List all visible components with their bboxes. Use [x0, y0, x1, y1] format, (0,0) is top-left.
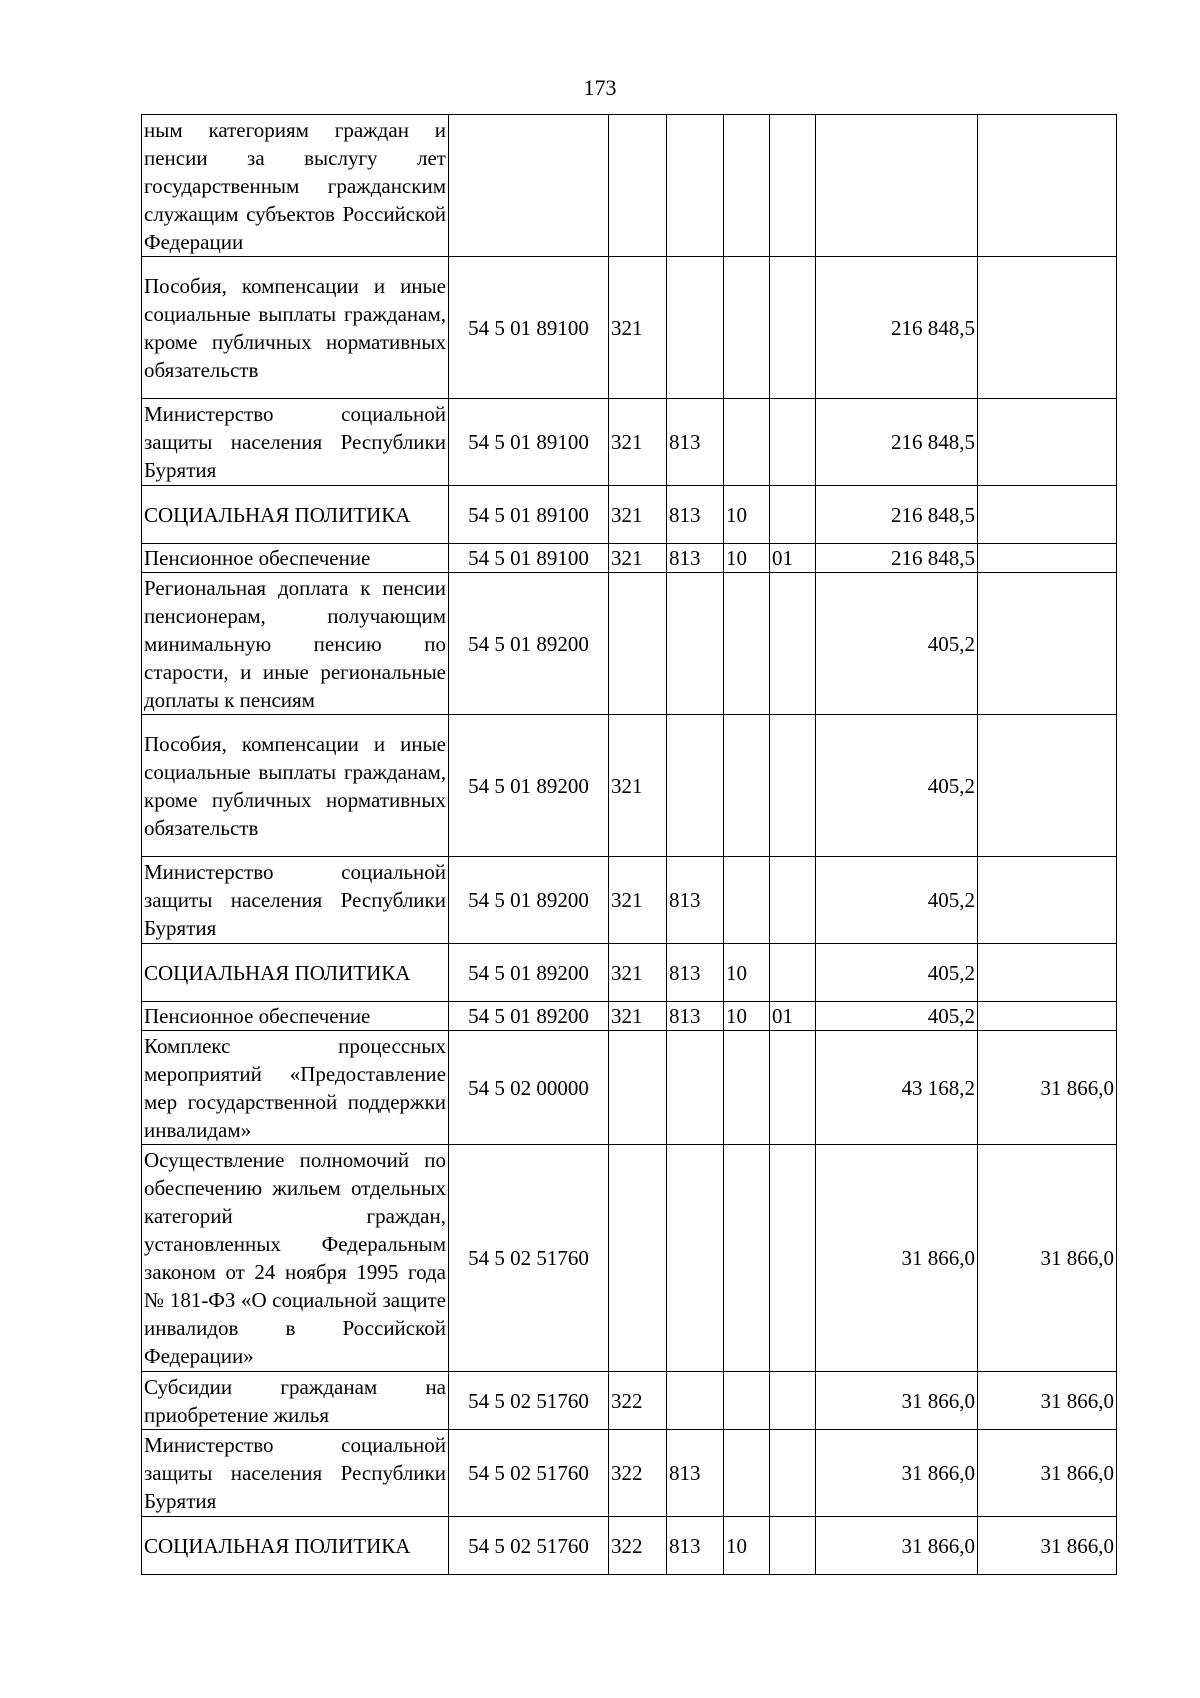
- ministry-code: 813: [667, 486, 724, 544]
- amount-cell: 405,2: [816, 573, 978, 715]
- section-code: [724, 573, 770, 715]
- section-code: [724, 857, 770, 944]
- expense-type-code: 322: [609, 1517, 667, 1575]
- subsection-code: [770, 857, 816, 944]
- ministry-code: [667, 573, 724, 715]
- expense-type-code: [609, 1031, 667, 1145]
- amount-cell: 405,2: [816, 715, 978, 857]
- amount-cell: 216 848,5: [816, 257, 978, 399]
- target-article-code: 54 5 01 89200: [449, 715, 609, 857]
- target-article-code: [449, 115, 609, 257]
- target-article-code: 54 5 02 51760: [449, 1372, 609, 1430]
- subsection-code: [770, 944, 816, 1002]
- section-code: [724, 1430, 770, 1517]
- amount-cell: 31 866,0: [816, 1372, 978, 1430]
- amount-cell: 216 848,5: [816, 399, 978, 486]
- table-row: [142, 715, 1117, 857]
- ministry-code: [667, 257, 724, 399]
- federal-amount-cell: [978, 1002, 1117, 1031]
- amount-cell: 216 848,5: [816, 544, 978, 573]
- section-code: [724, 1031, 770, 1145]
- expense-type-code: 321: [609, 486, 667, 544]
- budget-item-name: Пособия, компенсации и иные социальные выплаты гражданам, кроме публичных нормативных обязательств: [142, 257, 449, 399]
- budget-item-name: Региональная доплата к пенсии пенсионерам, получающим минимальную пенсию по старости, и иные региональные доплаты к пенсиям: [142, 573, 449, 715]
- expense-type-code: 321: [609, 544, 667, 573]
- ministry-code: 813: [667, 1002, 724, 1031]
- federal-amount-cell: 31 866,0: [978, 1372, 1117, 1430]
- target-article-code: 54 5 01 89200: [449, 1002, 609, 1031]
- target-article-code: 54 5 02 51760: [449, 1517, 609, 1575]
- table-row: [142, 486, 1117, 544]
- subsection-code: [770, 1145, 816, 1372]
- expense-type-code: 322: [609, 1372, 667, 1430]
- section-code: [724, 715, 770, 857]
- expense-type-code: 321: [609, 399, 667, 486]
- federal-amount-cell: [978, 257, 1117, 399]
- table-row: [142, 544, 1117, 573]
- expense-type-code: [609, 1145, 667, 1372]
- section-code: [724, 1372, 770, 1430]
- budget-item-name: СОЦИАЛЬНАЯ ПОЛИТИКА: [142, 944, 449, 1002]
- table-row: [142, 1517, 1117, 1575]
- budget-item-name: Министерство социальной защиты населения Республики Бурятия: [142, 1430, 449, 1517]
- section-code: [724, 257, 770, 399]
- budget-item-name: Субсидии гражданам на приобретение жилья: [142, 1372, 449, 1430]
- table-row: [142, 1430, 1117, 1517]
- ministry-code: 813: [667, 944, 724, 1002]
- subsection-code: [770, 486, 816, 544]
- amount-cell: 405,2: [816, 1002, 978, 1031]
- table-row: [142, 115, 1117, 257]
- expense-type-code: 322: [609, 1430, 667, 1517]
- expense-type-code: 321: [609, 1002, 667, 1031]
- target-article-code: 54 5 02 51760: [449, 1145, 609, 1372]
- ministry-code: 813: [667, 544, 724, 573]
- budget-item-name: Пенсионное обеспечение: [142, 1002, 449, 1031]
- expense-type-code: [609, 573, 667, 715]
- target-article-code: 54 5 01 89100: [449, 544, 609, 573]
- target-article-code: 54 5 01 89100: [449, 399, 609, 486]
- table-row: [142, 944, 1117, 1002]
- subsection-code: [770, 1372, 816, 1430]
- federal-amount-cell: [978, 573, 1117, 715]
- amount-cell: 31 866,0: [816, 1517, 978, 1575]
- ministry-code: [667, 115, 724, 257]
- section-code: 10: [724, 944, 770, 1002]
- federal-amount-cell: 31 866,0: [978, 1430, 1117, 1517]
- table-row: [142, 399, 1117, 486]
- amount-cell: 405,2: [816, 944, 978, 1002]
- ministry-code: [667, 1031, 724, 1145]
- federal-amount-cell: [978, 399, 1117, 486]
- expense-type-code: 321: [609, 857, 667, 944]
- budget-item-name: Комплекс процессных мероприятий «Предоставление мер государственной поддержки инвалидам»: [142, 1031, 449, 1145]
- page-number: 173: [583, 75, 617, 100]
- table-row: [142, 857, 1117, 944]
- ministry-code: [667, 715, 724, 857]
- subsection-code: [770, 115, 816, 257]
- amount-cell: 216 848,5: [816, 486, 978, 544]
- federal-amount-cell: [978, 115, 1117, 257]
- section-code: [724, 115, 770, 257]
- budget-item-name: СОЦИАЛЬНАЯ ПОЛИТИКА: [142, 1517, 449, 1575]
- section-code: 10: [724, 1002, 770, 1031]
- subsection-code: 01: [770, 544, 816, 573]
- expense-type-code: 321: [609, 944, 667, 1002]
- amount-cell: 43 168,2: [816, 1031, 978, 1145]
- budget-item-name: ным категориям граждан и пенсии за выслугу лет государственным гражданским служащим субъектов Российской Федерации: [142, 115, 449, 257]
- section-code: 10: [724, 544, 770, 573]
- subsection-code: 01: [770, 1002, 816, 1031]
- federal-amount-cell: [978, 857, 1117, 944]
- subsection-code: [770, 1517, 816, 1575]
- budget-item-name: Пособия, компенсации и иные социальные выплаты гражданам, кроме публичных нормативных обязательств: [142, 715, 449, 857]
- target-article-code: 54 5 02 00000: [449, 1031, 609, 1145]
- table-row: [142, 1031, 1117, 1145]
- budget-item-name: Пенсионное обеспечение: [142, 544, 449, 573]
- section-code: [724, 1145, 770, 1372]
- subsection-code: [770, 1031, 816, 1145]
- table-row: [142, 1145, 1117, 1372]
- amount-cell: 405,2: [816, 857, 978, 944]
- subsection-code: [770, 399, 816, 486]
- federal-amount-cell: [978, 715, 1117, 857]
- budget-item-name: Осуществление полномочий по обеспечению жильем отдельных категорий граждан, установленных Федеральным законом от 24 ноября 1995 года № 181-ФЗ «О социальной защите инвалидов в Российской Федерации»: [142, 1145, 449, 1372]
- federal-amount-cell: [978, 544, 1117, 573]
- section-code: 10: [724, 1517, 770, 1575]
- ministry-code: 813: [667, 857, 724, 944]
- subsection-code: [770, 1430, 816, 1517]
- expense-type-code: 321: [609, 257, 667, 399]
- federal-amount-cell: 31 866,0: [978, 1517, 1117, 1575]
- table-row: [142, 573, 1117, 715]
- table-row: [142, 1372, 1117, 1430]
- target-article-code: 54 5 01 89200: [449, 944, 609, 1002]
- ministry-code: [667, 1372, 724, 1430]
- table-body: [142, 115, 1117, 1575]
- target-article-code: 54 5 01 89100: [449, 486, 609, 544]
- expense-type-code: [609, 115, 667, 257]
- budget-item-name: Министерство социальной защиты населения Республики Бурятия: [142, 857, 449, 944]
- federal-amount-cell: 31 866,0: [978, 1031, 1117, 1145]
- ministry-code: 813: [667, 1517, 724, 1575]
- section-code: 10: [724, 486, 770, 544]
- federal-amount-cell: [978, 486, 1117, 544]
- subsection-code: [770, 257, 816, 399]
- table-row: [142, 1002, 1117, 1031]
- amount-cell: 31 866,0: [816, 1145, 978, 1372]
- target-article-code: 54 5 01 89100: [449, 257, 609, 399]
- budget-item-name: Министерство социальной защиты населения Республики Бурятия: [142, 399, 449, 486]
- target-article-code: 54 5 01 89200: [449, 857, 609, 944]
- subsection-code: [770, 715, 816, 857]
- ministry-code: [667, 1145, 724, 1372]
- target-article-code: 54 5 01 89200: [449, 573, 609, 715]
- table-row: [142, 257, 1117, 399]
- federal-amount-cell: 31 866,0: [978, 1145, 1117, 1372]
- amount-cell: [816, 115, 978, 257]
- expense-type-code: 321: [609, 715, 667, 857]
- target-article-code: 54 5 02 51760: [449, 1430, 609, 1517]
- federal-amount-cell: [978, 944, 1117, 1002]
- amount-cell: 31 866,0: [816, 1430, 978, 1517]
- budget-item-name: СОЦИАЛЬНАЯ ПОЛИТИКА: [142, 486, 449, 544]
- ministry-code: 813: [667, 399, 724, 486]
- budget-table: [141, 114, 1117, 1575]
- subsection-code: [770, 573, 816, 715]
- section-code: [724, 399, 770, 486]
- ministry-code: 813: [667, 1430, 724, 1517]
